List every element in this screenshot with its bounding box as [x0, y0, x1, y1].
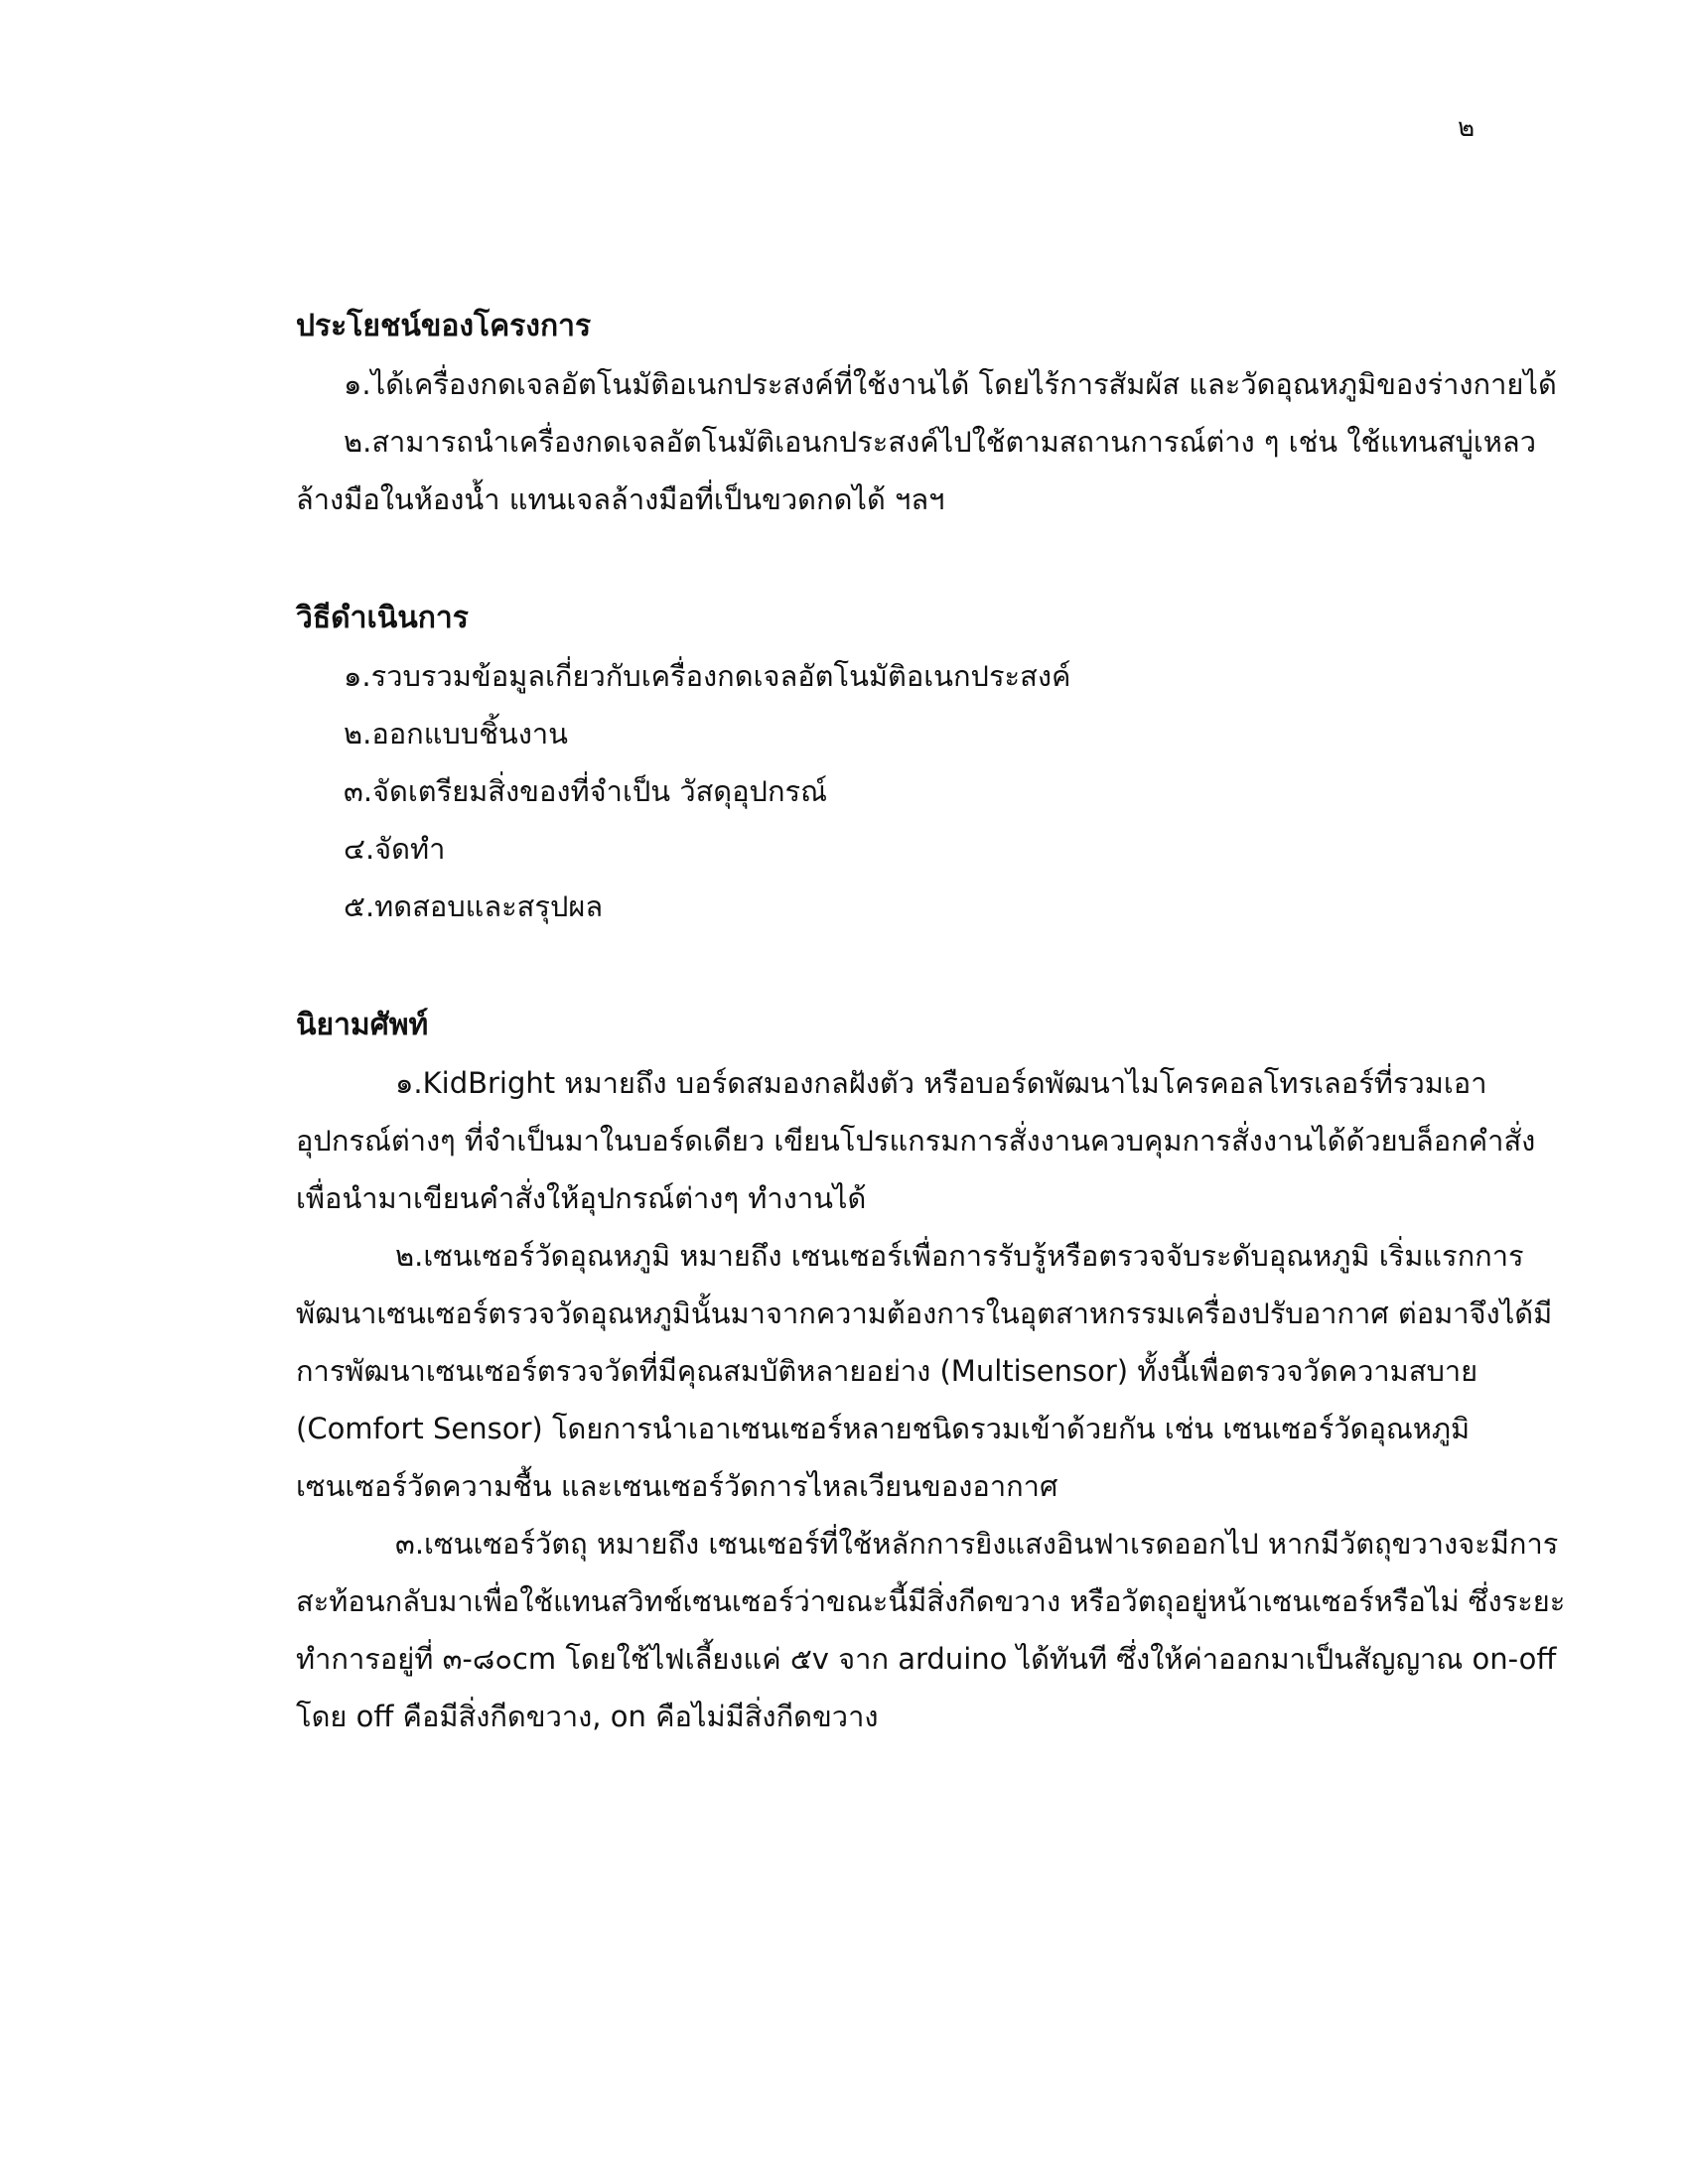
section-spacer [296, 935, 1497, 997]
definition-2-line-1: ๒.เซนเซอร์วัดอุณหภูมิ หมายถึง เซนเซอร์เพื่อการรับรู้หรือตรวจจับระดับอุณหภูมิ เริ่มแรกการ [395, 1239, 1524, 1273]
section-spacer [296, 528, 1497, 590]
definition-3-line-3: ทำการอยู่ที่ ๓-๘๐cm โดยใช้ไฟเลี้ยงแค่ ๕v จาก arduino ได้ทันที ซึ่งให้ค่าออกมาเป็นสัญญาณ on-off [296, 1642, 1557, 1676]
benefits-line-3: ล้างมือในห้องน้ำ แทนเจลล้างมือที่เป็นขวดกดได้ ฯลฯ [296, 482, 945, 516]
definition-2-line-4: (Comfort Sensor) โดยการนำเอาเซนเซอร์หลายชนิดรวมเข้าด้วยกัน เช่น เซนเซอร์วัดอุณหภูมิ [296, 1412, 1471, 1445]
definition-2-line-3: การพัฒนาเซนเซอร์ตรวจวัดที่มีคุณสมบัติหลายอย่าง (Multisensor) ทั้งนี้เพื่อตรวจวัดความสบาย [296, 1354, 1478, 1388]
definition-3-line-2: สะท้อนกลับมาเพื่อใช้แทนสวิทช์เซนเซอร์ว่าขณะนี้มีสิ่งกีดขวาง หรือวัตถุอยู่หน้าเซนเซอร์หรือไม่ ซึ่งระยะ [296, 1584, 1566, 1618]
definition-3-line-4: โดย off คือมีสิ่งกีดขวาง, on คือไม่มีสิ่งกีดขวาง [296, 1700, 879, 1733]
methods-item-3: ๓.จัดเตรียมสิ่งของที่จำเป็น วัสดุอุปกรณ์ [344, 774, 827, 808]
methods-heading: วิธีดำเนินการ [296, 601, 469, 635]
methods-item-5: ๕.ทดสอบและสรุปผล [344, 889, 604, 923]
definition-1-line-1: ๑.KidBright หมายถึง บอร์ดสมองกลฝังตัว หรือบอร์ดพัฒนาไมโครคอลโทรเลอร์ที่รวมเอา [395, 1066, 1487, 1100]
benefits-heading: ประโยชน์ของโครงการ [296, 309, 592, 343]
definitions-heading: นิยามศัพท์ [296, 1008, 429, 1042]
benefits-line-1: ๑.ได้เครื่องกดเจลอัตโนมัติอเนกประสงค์ที่ใช้งานได้ โดยไร้การสัมผัส และวัดอุณหภูมิของร่างกายได้ [344, 367, 1557, 401]
definition-2-line-5: เซนเซอร์วัดความชื้น และเซนเซอร์วัดการไหลเวียนของอากาศ [296, 1469, 1058, 1503]
definition-3-line-1: ๓.เซนเซอร์วัตถุ หมายถึง เซนเซอร์ที่ใช้หลักการยิงแสงอินฟาเรดออกไป หากมีวัตถุขวางจะมีการ [395, 1527, 1559, 1561]
definition-1-line-2: อุปกรณ์ต่างๆ ที่จำเป็นมาในบอร์ดเดียว เขียนโปรแกรมการสั่งงานควบคุมการสั่งงานได้ด้วยบล็อกคำสั่ง [296, 1124, 1536, 1158]
methods-section [296, 590, 1497, 935]
document-body [296, 298, 1566, 1745]
definition-2-line-2: พัฒนาเซนเซอร์ตรวจวัดอุณหภูมินั้นมาจากความต้องการในอุตสาหกรรมเครื่องปรับอากาศ ต่อมาจึงได้มี [296, 1297, 1553, 1330]
methods-item-1: ๑.รวบรวมข้อมูลเกี่ยวกับเครื่องกดเจลอัตโนมัติอเนกประสงค์ [344, 659, 1071, 693]
definition-1-line-3: เพื่อนำมาเขียนคำสั่งให้อุปกรณ์ต่างๆ ทำงานได้ [296, 1181, 867, 1215]
methods-item-4: ๔.จัดทำ [344, 832, 446, 866]
benefits-section [296, 298, 1557, 528]
methods-item-2: ๒.ออกแบบชิ้นงาน [344, 717, 569, 751]
benefits-line-2: ๒.สามารถนำเครื่องกดเจลอัตโนมัติเอนกประสงค์ไปใช้ตามสถานการณ์ต่าง ๆ เช่น ใช้แทนสบู่เหลว [344, 425, 1536, 459]
definitions-section [296, 997, 1566, 1745]
page-number: ๒ [1458, 113, 1476, 143]
